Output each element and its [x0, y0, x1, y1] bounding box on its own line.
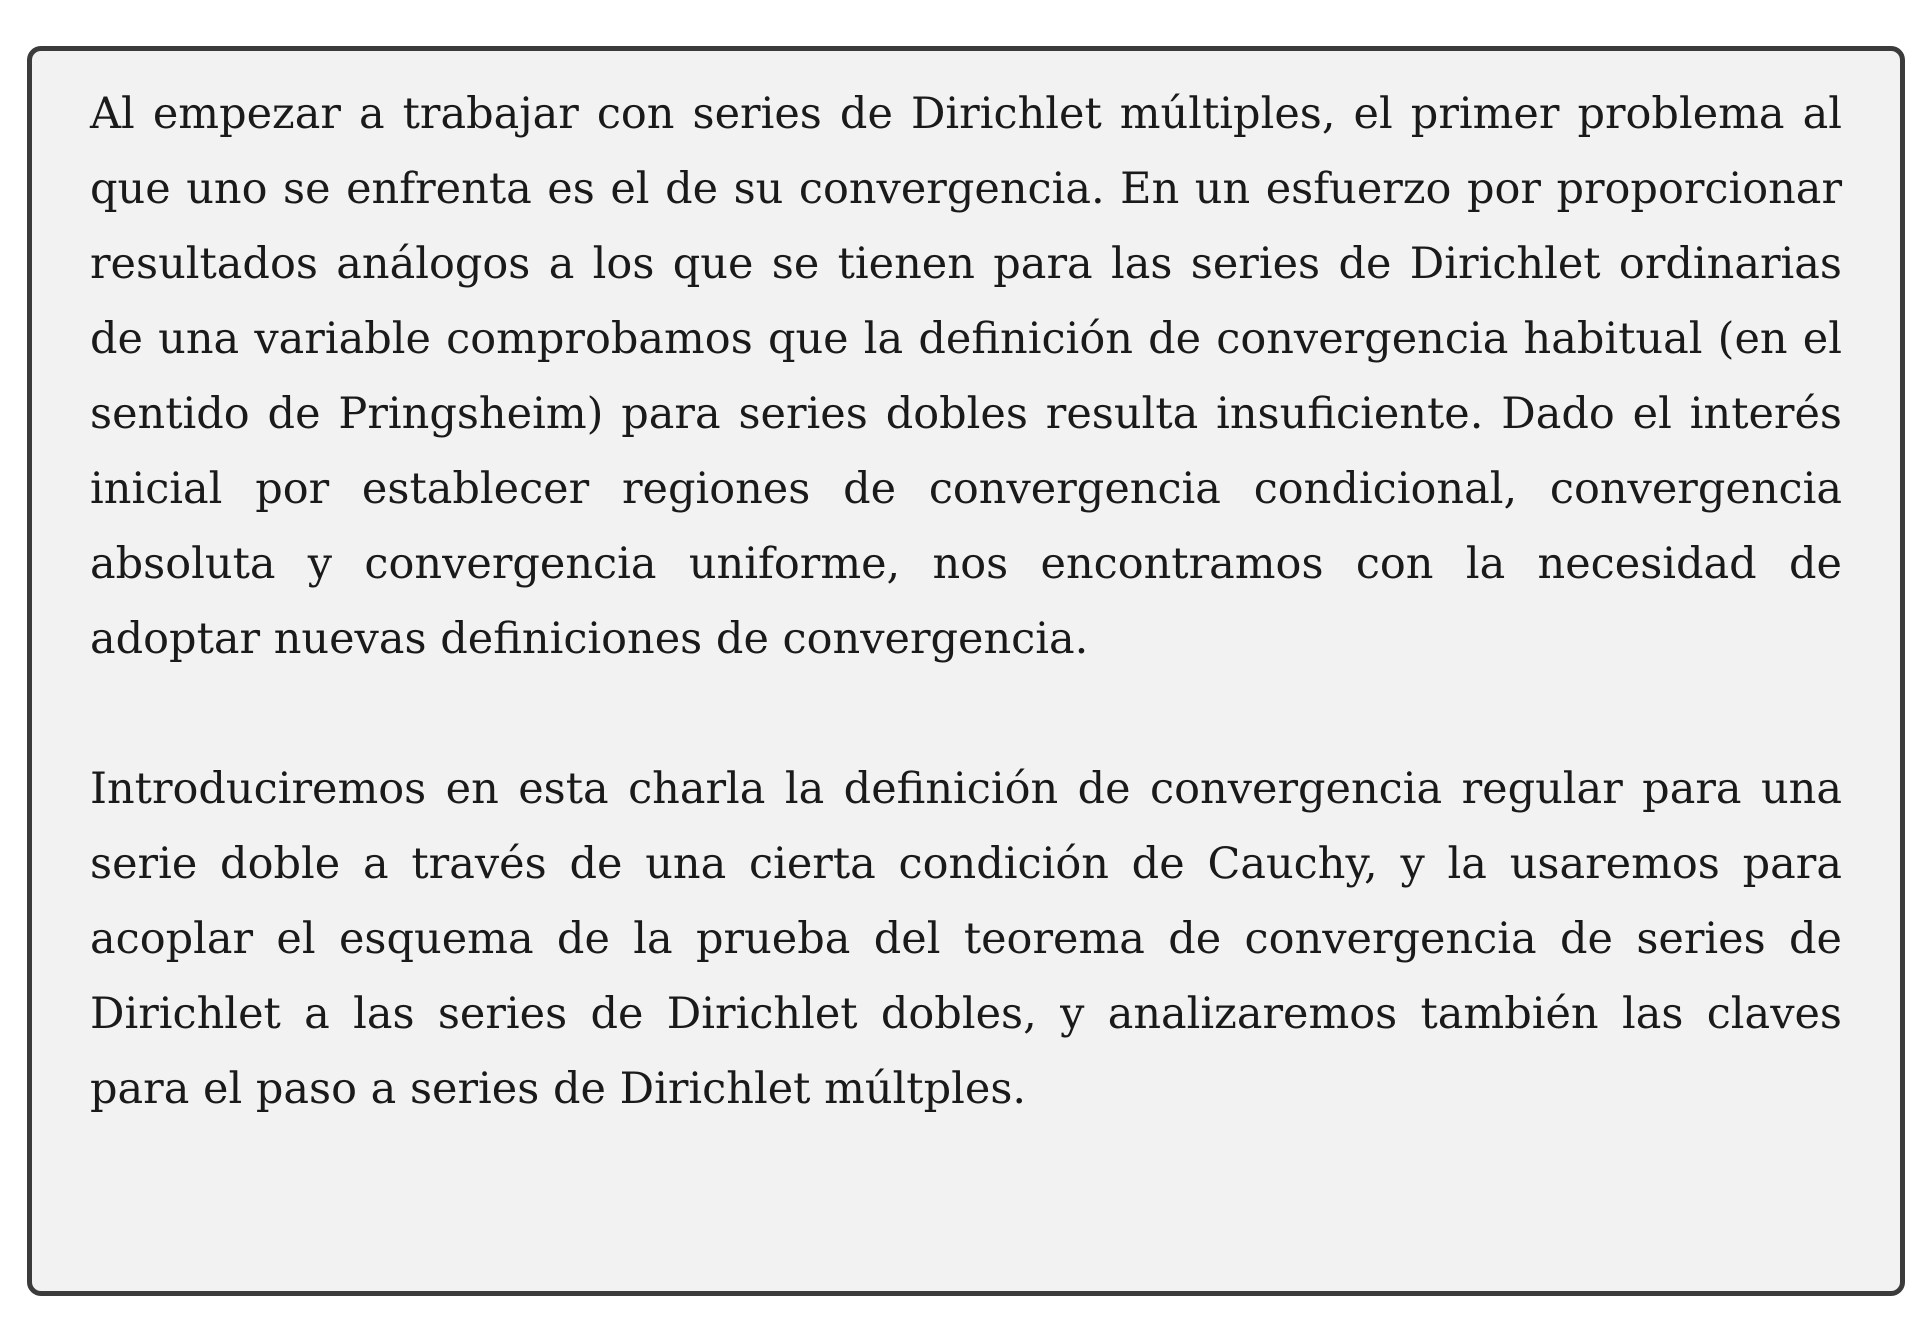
- abstract-paragraph-1: Al empezar a trabajar con series de Dirichlet múltiples, el primer problema al que uno se enfrenta es el de su convergencia. En un esfuerzo por proporcionar resultados análogos a los que se tienen para las series de Dirichlet ordinarias de una variable comprobamos que la definición de convergencia habitual (en el sentido de Pringsheim) para series dobles resulta insuficiente. Dado el interés inicial por establecer regiones de convergencia condicional, convergencia absoluta y convergencia uniforme, nos encontramos con la necesidad de adoptar nuevas definiciones de convergencia.: [90, 89, 1842, 664]
- abstract-box: [27, 46, 1905, 1296]
- abstract-paragraph-2: Introduciremos en esta charla la definición de convergencia regular para una serie doble a través de una cierta condición de Cauchy, y la usaremos para acoplar el esquema de la prueba del teorema de convergencia de series de Dirichlet a las series de Dirichlet dobles, y analizaremos también las claves para el paso a series de Dirichlet múltples.: [90, 764, 1842, 1114]
